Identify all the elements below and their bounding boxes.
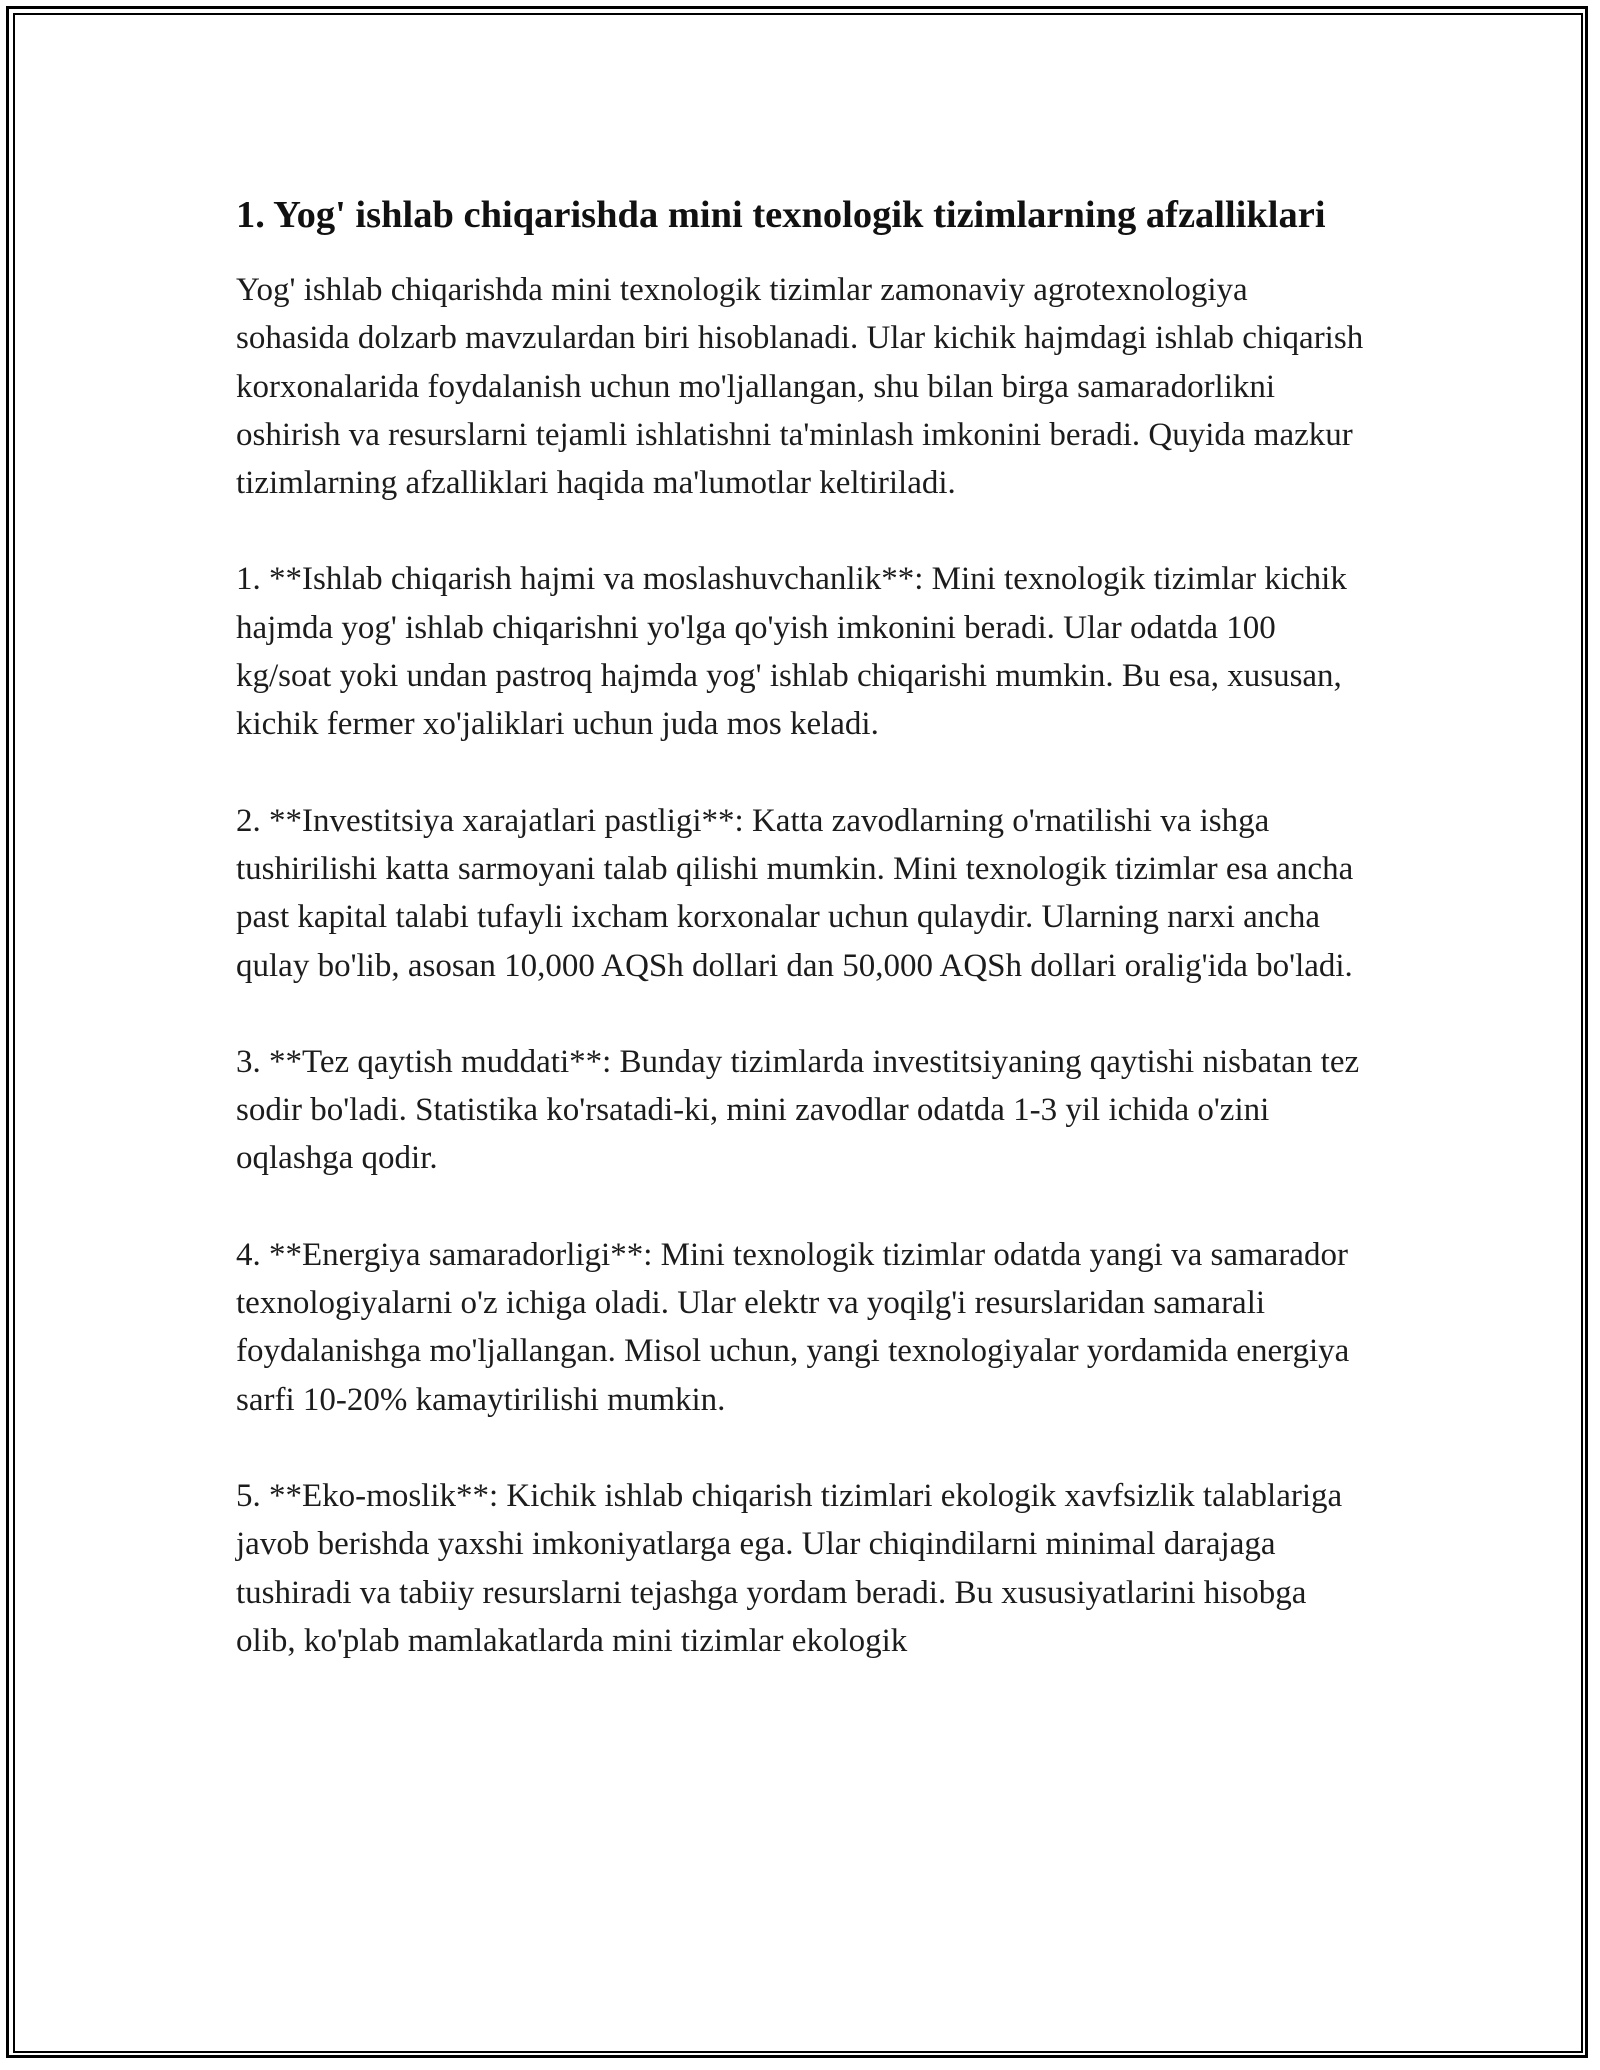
intro-paragraph: Yog' ishlab chiqarishda mini texnologik tizimlar zamonaviy agrotexnologiya sohasida dolzarb mavzulardan biri hisoblanadi. Ular kichik hajmdagi ishlab chiqarish korxonalarida foydalanish uchun mo'ljallangan, shu bilan birga samaradorlikni oshirish va resurslarni tejamli ishlatishni ta'minlash imkonini beradi. Quyida mazkur tizimlarning afzalliklari haqida ma'lumotlar keltiriladi.	[236, 272, 1364, 502]
list-item: 4. **Energiya samaradorligi**: Mini texnologik tizimlar odatda yangi va samarador texnologiyalarni o'z ichiga oladi. Ular elektr va yoqilg'i resurslaridan samarali foydalanishga mo'ljallangan. Misol uchun, yangi texnologiyalar yordamida energiya sarfi 10-20% kamaytirilishi mumkin.	[236, 1236, 1350, 1418]
section-title: 1. Yog' ishlab chiqarishda mini texnologik tizimlarning afzalliklari	[236, 194, 1326, 236]
list-item: 1. **Ishlab chiqarish hajmi va moslashuvchanlik**: Mini texnologik tizimlar kichik hajmda yog' ishlab chiqarishni yo'lga qo'yish imkonini beradi. Ular odatda 100 kg/soat yoki undan pastroq hajmda yog' ishlab chiqarishi mumkin. Bu esa, xususan, kichik fermer xo'jaliklari uchun juda mos keladi.	[236, 561, 1347, 743]
list-item: 3. **Tez qaytish muddati**: Bunday tizimlarda investitsiyaning qaytishi nisbatan tez sodir bo'ladi. Statistika ko'rsatadi-ki, mini zavodlar odatda 1-3 yil ichida o'zini oqlashga qodir.	[236, 1043, 1360, 1177]
list-item: 5. **Eko-moslik**: Kichik ishlab chiqarish tizimlari ekologik xavfsizlik talablariga javob berishda yaxshi imkoniyatlarga ega. Ular chiqindilarni minimal darajaga tushiradi va tabiiy resurslarni tejashga yordam beradi. Bu xususiyatlarini hisobga olib, ko'plab mamlakatlarda mini tizimlar ekologik	[236, 1477, 1343, 1659]
document-body	[236, 188, 1366, 1665]
list-item: 2. **Investitsiya xarajatlari pastligi**: Katta zavodlarning o'rnatilishi va ishga tushirilishi katta sarmoyani talab qilishi mumkin. Mini texnologik tizimlar esa ancha past kapital talabi tufayli ixcham korxonalar uchun qulaydir. Ularning narxi ancha qulay bo'lib, asosan 10,000 AQSh dollari dan 50,000 AQSh dollari oralig'ida bo'ladi.	[236, 802, 1354, 984]
